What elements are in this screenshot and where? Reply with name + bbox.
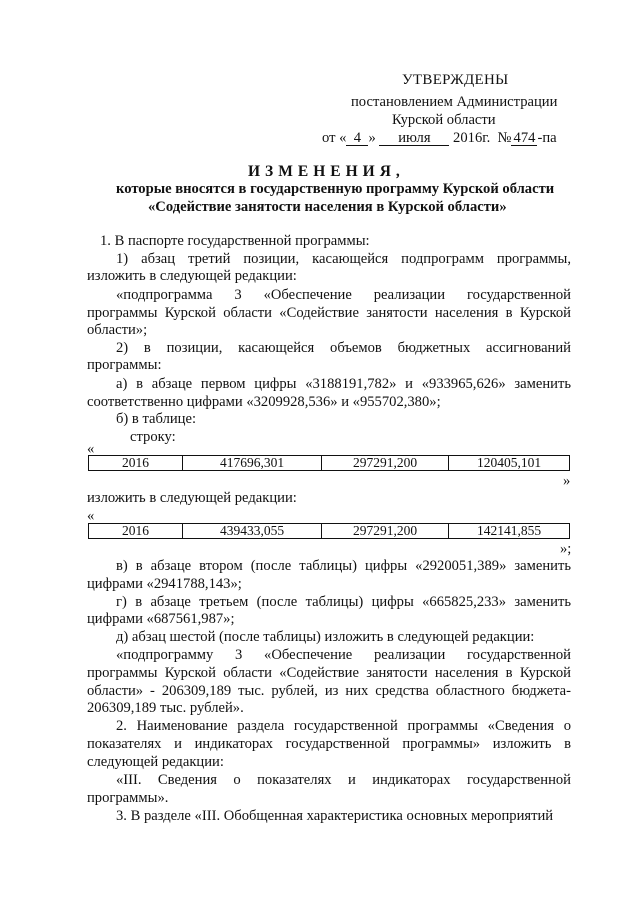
- quote-1-line-1: «подпрограмма 3 «Обеспечение реализации государственной: [116, 287, 571, 303]
- approval-line-1: постановлением Администрации: [351, 94, 558, 110]
- old-budget-table: [88, 455, 570, 471]
- date-prefix: от «: [322, 130, 347, 146]
- table-cell-federal: 297291,200: [322, 456, 449, 471]
- quote-1-line-2: программы Курской области «Содействие занятости населения в Курской: [87, 305, 571, 321]
- item-1-line-2: изложить в следующей редакции:: [87, 268, 297, 284]
- item-2-line-1: 2) в позиции, касающейся объемов бюджетных ассигнований: [116, 340, 571, 356]
- approval-title: УТВЕРЖДЕНЫ: [402, 72, 509, 88]
- date-day: 4: [346, 132, 368, 146]
- document-subtitle-line-2: «Содействие занятости населения в Курской области»: [148, 199, 507, 215]
- section-2-line-3: следующей редакции:: [87, 754, 224, 770]
- table-row: [89, 524, 570, 539]
- section-3-line-1: 3. В разделе «III. Обобщенная характеристика основных мероприятий: [116, 808, 554, 824]
- number-suffix: -па: [537, 130, 557, 146]
- open-quote-2: «: [87, 508, 95, 524]
- open-quote-1: «: [87, 441, 95, 457]
- document-number: 474: [511, 132, 537, 146]
- quote-2-line-2: программы Курской области «Содействие занятости населения в Курской: [87, 665, 571, 681]
- section-2-line-2: показателях и индикаторах государственной программы» изложить в: [87, 736, 571, 752]
- quote-2-line-3: области» - 206309,189 тыс. рублей, из них средства областного бюджета-: [87, 683, 571, 699]
- subitem-v-line-1: в) в абзаце втором (после таблицы) цифры «2920051,389» заменить: [116, 558, 571, 574]
- quote-2-line-1: «подпрограмму 3 «Обеспечение реализации государственной: [116, 647, 571, 663]
- approval-date-line: [322, 130, 557, 147]
- date-mid: »: [368, 130, 376, 146]
- document-subtitle-line-1: которые вносятся в государственную программу Курской области: [116, 181, 555, 197]
- date-month: июля: [379, 132, 449, 146]
- subitem-g-line-1: г) в абзаце третьем (после таблицы) цифры «665825,233» заменить: [116, 594, 571, 610]
- row-label: строку:: [130, 429, 176, 445]
- item-1-line-1: 1) абзац третий позиции, касающейся подпрограмм программы,: [116, 251, 571, 267]
- new-budget-table: [88, 523, 570, 539]
- quote-1-line-3: области»;: [87, 322, 148, 338]
- close-quote-1: »: [563, 473, 571, 489]
- date-year: 2016г.: [453, 130, 491, 146]
- table-cell-total: 439433,055: [183, 524, 322, 539]
- item-2-line-2: программы:: [87, 357, 162, 373]
- number-label: №: [497, 130, 512, 146]
- section-2-line-1: 2. Наименование раздела государственной программы «Сведения о: [116, 718, 571, 734]
- table-cell-regional: 120405,101: [449, 456, 570, 471]
- table-cell-total: 417696,301: [183, 456, 322, 471]
- table-cell-year: 2016: [89, 524, 183, 539]
- subitem-v-line-2: цифрами «2941788,143»;: [87, 576, 242, 592]
- table-row: [89, 456, 570, 471]
- section-1-heading: 1. В паспорте государственной программы:: [100, 233, 370, 249]
- approval-line-2: Курской области: [392, 112, 496, 128]
- quote-3-line-2: программы».: [87, 790, 169, 806]
- table-cell-federal: 297291,200: [322, 524, 449, 539]
- document-title: ИЗМЕНЕНИЯ,: [248, 163, 405, 180]
- table-cell-year: 2016: [89, 456, 183, 471]
- quote-2-line-4: 206309,189 тыс. рублей».: [87, 700, 244, 716]
- quote-3-line-1: «III. Сведения о показателях и индикаторах государственной: [116, 772, 571, 788]
- close-quote-2: »;: [560, 541, 572, 557]
- subitem-b: б) в таблице:: [116, 411, 197, 427]
- subitem-a-line-2: соответственно цифрами «3209928,536» и «955702,380»;: [87, 394, 441, 410]
- subitem-g-line-2: цифрами «687561,987»;: [87, 611, 235, 627]
- table-cell-regional: 142141,855: [449, 524, 570, 539]
- replace-label: изложить в следующей редакции:: [87, 490, 297, 506]
- subitem-a-line-1: а) в абзаце первом цифры «3188191,782» и «933965,626» заменить: [116, 376, 571, 392]
- subitem-d: д) абзац шестой (после таблицы) изложить в следующей редакции:: [116, 629, 535, 645]
